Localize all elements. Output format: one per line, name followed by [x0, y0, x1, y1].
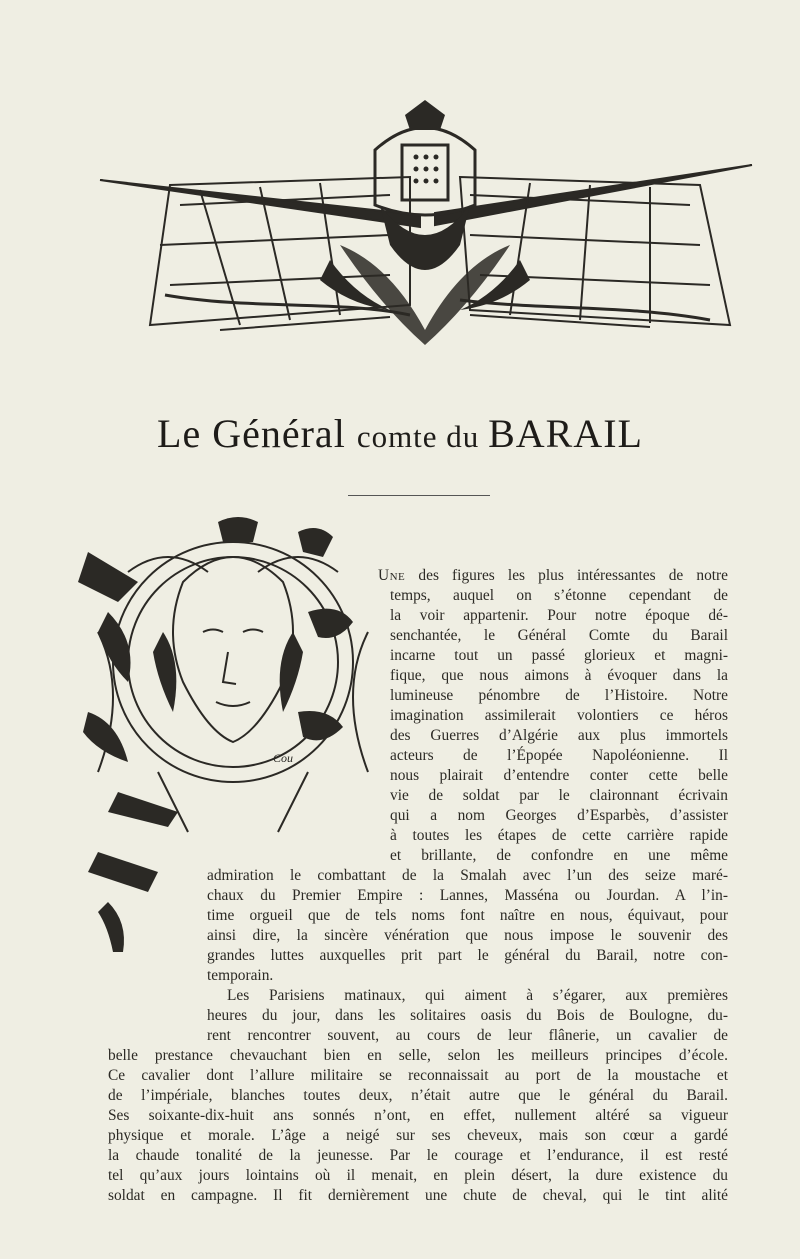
text-line: Ses soixante-dix-huit ans sonnés n’ont, en effet, nullement altéré sa vigueur: [108, 1107, 728, 1124]
text-line: admiration le combattant de la Smalah avec l’un des seize maré-: [207, 867, 728, 884]
text-line: time orgueil que de tels noms font naître en nous, équivaut, pour: [207, 907, 728, 924]
text-line: incarne tout un passé glorieux et magni-: [390, 647, 728, 664]
helmet-swords-icon: [90, 95, 760, 350]
text-line: à toutes les étapes de cette carrière rapide: [390, 827, 728, 844]
text-line: acteurs de l’Épopée Napoléonienne. Il: [390, 747, 728, 764]
text-line: grandes luttes auxquelles prit part le général du Barail, notre con-: [207, 947, 728, 964]
text-line: ainsi dire, la sincère vénération que nous impose le souvenir des: [207, 927, 728, 944]
text-line: nous plairait d’entendre conter cette belle: [390, 767, 728, 784]
text-line: imagination assimilerait volontiers ce héros: [390, 707, 728, 724]
text-line: senchantée, le Général Comte du Barail: [390, 627, 728, 644]
text-line: rent rencontrer souvent, au cours de leur flânerie, un cavalier de: [207, 1027, 728, 1044]
lead-word: Une: [378, 567, 406, 584]
title-rule: [348, 495, 490, 496]
text-line: la chaude tonalité de la jeunesse. Par le courage et l’endurance, il est resté: [108, 1147, 728, 1164]
text-line: Les Parisiens matinaux, qui aiment à s’égarer, aux premières: [227, 987, 728, 1004]
text-line: temps, auquel on s’étonne cependant de: [390, 587, 728, 604]
text-line: tel qu’aux jours lointains où il menait, en plein désert, la dure existence du: [108, 1167, 728, 1184]
text-line: qui a nom Georges d’Esparbès, d’assister: [390, 807, 728, 824]
text-line: heures du jour, dans les solitaires oasis du Bois de Boulogne, du-: [207, 1007, 728, 1024]
text-line: soldat en campagne. Il fit dernièrement une chute de cheval, qui le tint alité: [108, 1187, 728, 1204]
text-line: Une des figures les plus intéressantes de notre: [378, 567, 728, 584]
text-line: et brillante, de confondre en une même: [390, 847, 728, 864]
text-line: chaux du Premier Empire : Lannes, Masséna ou Jourdan. A l’in-: [207, 887, 728, 904]
text-line: physique et morale. L’âge a neigé sur ses cheveux, mais son cœur a gardé: [108, 1127, 728, 1144]
signature-text: Cou: [273, 751, 294, 765]
text-line: la voir appartenir. Pour notre époque dé-: [390, 607, 728, 624]
text-line: fique, que nous aimons à évoquer dans la: [390, 667, 728, 684]
text-line: des Guerres d’Algérie aux plus immortels: [390, 727, 728, 744]
text-line: de l’impériale, blanches toutes deux, n’était autre que le général du Barail.: [108, 1087, 728, 1104]
text-line: lumineuse pénombre de l’Histoire. Notre: [390, 687, 728, 704]
text-line: vie de soldat par le claironnant écrivain: [390, 787, 728, 804]
text-line: belle prestance chevauchant bien en selle, selon les meilleurs principes d’école.: [108, 1047, 728, 1064]
text-line: Ce cavalier dont l’allure militaire se reconnaissait au port de la moustache et: [108, 1067, 728, 1084]
page-title: Le Général comte du BARAIL: [157, 411, 643, 456]
text-line: temporain.: [207, 967, 274, 984]
